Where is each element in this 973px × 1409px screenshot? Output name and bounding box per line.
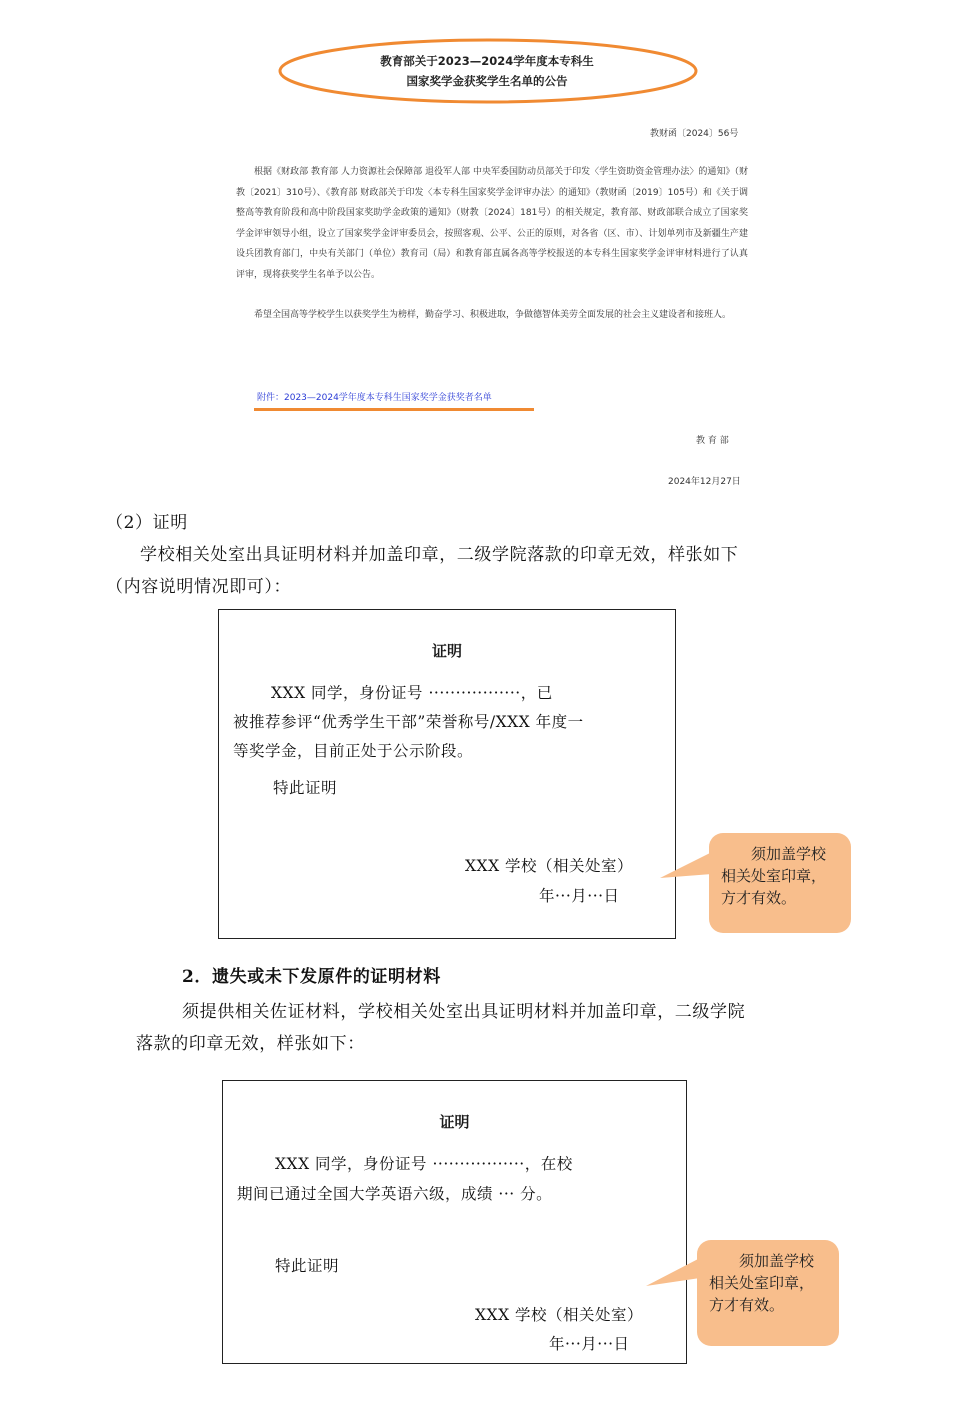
callout-line: 相关处室印章，: [721, 867, 827, 885]
seal-required-callout: [709, 833, 851, 933]
attachment-link[interactable]: 附件：2023—2024学年度本专科生国家奖学金获奖者名单: [257, 393, 492, 403]
attachment-underline: [254, 408, 534, 411]
callout-line: 方才有效。: [721, 889, 797, 907]
seal-required-callout: [697, 1240, 839, 1346]
callout-line: 须加盖学校: [739, 1252, 815, 1270]
certificate-signer: XXX 学校（相关处室）: [465, 857, 634, 875]
notice-title-line1: 教育部关于2023—2024学年度本专科生: [380, 54, 594, 68]
callout-line: 方才有效。: [709, 1296, 785, 1314]
certificate-line: 被推荐参评“优秀学生干部”荣誉称号/XXX 年度一: [233, 713, 584, 731]
certificate-title: 证明: [431, 642, 462, 660]
section-heading-proof: （2）证明: [106, 513, 188, 533]
notice-title: [277, 42, 697, 100]
certificate-line: XXX 同学，身份证号 ·················，在校: [275, 1155, 573, 1173]
certificate-signer: XXX 学校（相关处室）: [475, 1306, 644, 1324]
certificate-title: 证明: [439, 1113, 470, 1131]
section-paragraph-line2: （内容说明情况即可）：: [106, 577, 292, 597]
notice-issuer: 教 育 部: [696, 436, 729, 446]
certificate-line: 等奖学金，目前正处于公示阶段。: [233, 742, 474, 760]
notice-paragraph-2: 希望全国高等学校学生以获奖学生为榜样，勤奋学习、积极进取，争做德智体美劳全面发展的社会主义建设者和接班人。: [254, 310, 732, 320]
section-heading-lost-original: 2．遗失或未下发原件的证明材料: [182, 967, 441, 987]
section-paragraph-line1: 学校相关处室出具证明材料并加盖印章，二级学院落款的印章无效，样张如下: [140, 545, 739, 565]
notice-body: [236, 162, 748, 326]
certificate-sample-1: [218, 609, 676, 939]
doc-number: 教财函〔2024〕56号: [650, 129, 739, 139]
callout-line: 须加盖学校: [751, 845, 827, 863]
section-paragraph-line1: 须提供相关佐证材料，学校相关处室出具证明材料并加盖印章，二级学院: [182, 1002, 746, 1022]
notice-title-line2: 国家奖学金获奖学生名单的公告: [406, 74, 568, 88]
notice-paragraph-1: 根据《财政部 教育部 人力资源社会保障部 退役军人部 中央军委国防动员部关于印发〈学生资助资金管理办法〉的通知》（财教〔2021〕310号）、《教育部 财政部关于印发〈本专科生国家奖学金评审办法〉的通知》（教财函〔2019〕105号）和《关于调整高等教育阶段和高中阶段国家奖助学金政策的通知》（财教〔2024〕181号）的相关规定，教育部、财政部联合成立了国家奖学金评审领导小组，设立了国家奖学金评审委员会，按照客观、公平、公正的原则，对各省（区、市）、计划单列市及新疆生产建设兵团教育部门，中央有关部门（单位）教育司（局）和教育部直属各高等学校报送的本专科生国家奖学金评审材料进行了认真评审，现将获奖学生名单予以公告。: [236, 167, 748, 280]
certificate-closing: 特此证明: [273, 779, 338, 797]
certificate-closing: 特此证明: [275, 1257, 340, 1275]
certificate-line: 期间已通过全国大学英语六级，成绩 ··· 分。: [237, 1185, 553, 1203]
certificate-sample-2: [222, 1080, 687, 1364]
callout-line: 相关处室印章，: [709, 1274, 815, 1292]
certificate-date: 年···月···日: [539, 887, 620, 905]
certificate-line: XXX 同学，身份证号 ·················，已: [271, 684, 553, 702]
section-paragraph-line2: 落款的印章无效，样张如下：: [136, 1034, 365, 1054]
certificate-date: 年···月···日: [549, 1335, 630, 1353]
notice-date: 2024年12月27日: [668, 477, 741, 487]
